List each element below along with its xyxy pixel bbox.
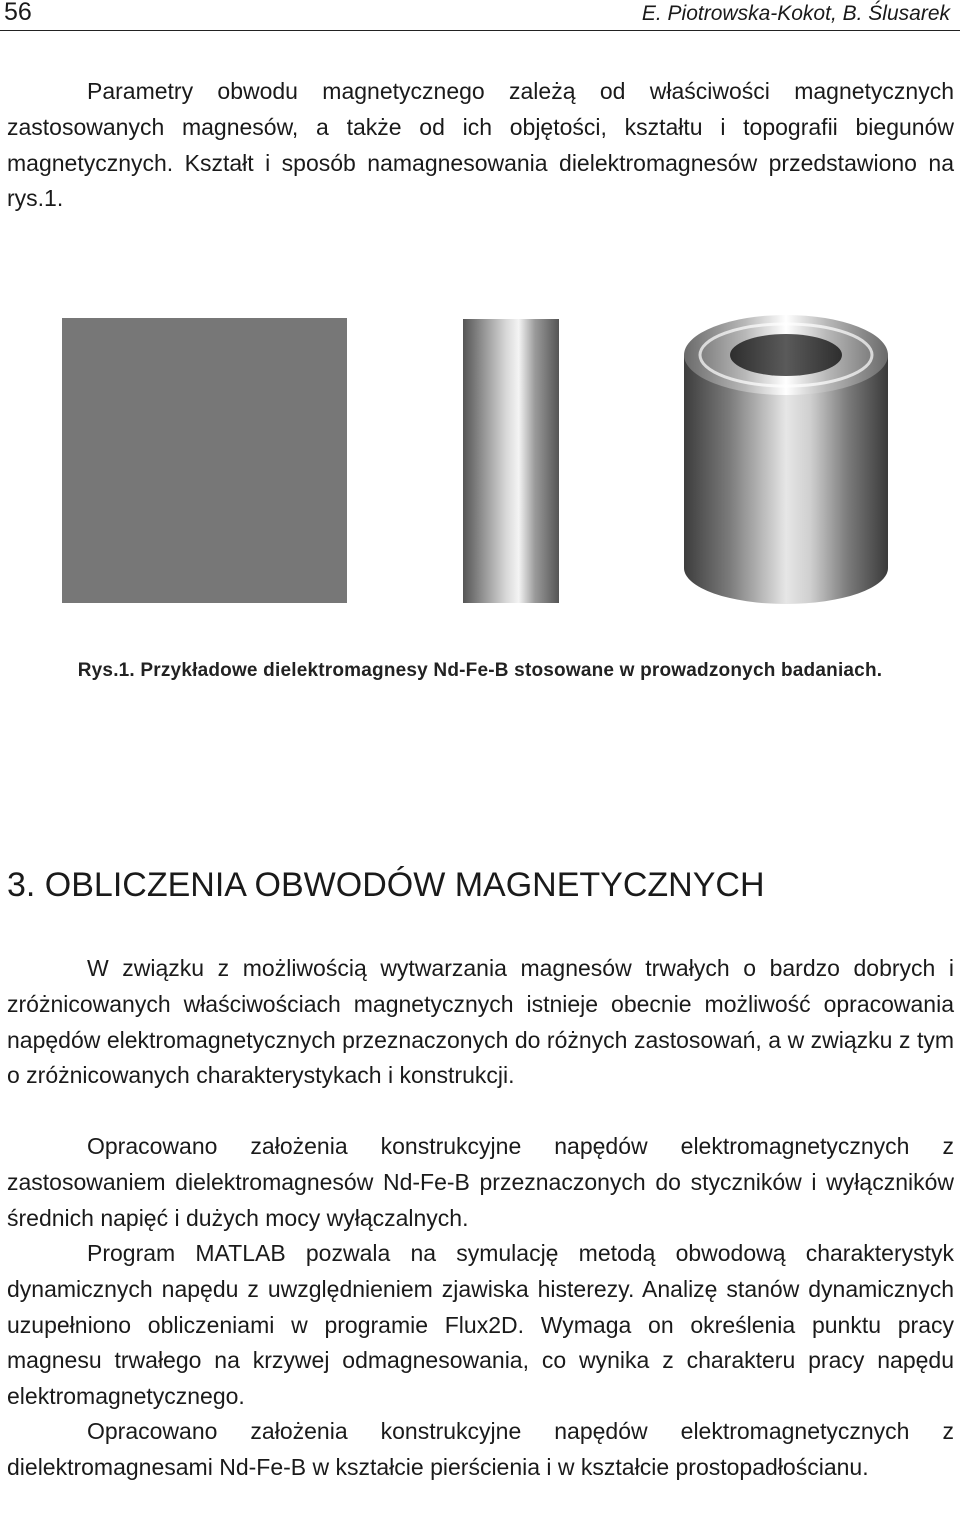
ring-magnet [684, 315, 888, 604]
figure-magnets [0, 300, 960, 620]
cuboid-magnet [62, 318, 347, 603]
section-heading: 3. OBLICZENIA OBWODÓW MAGNETYCZNYCH [7, 866, 765, 904]
page-number: 56 [4, 0, 32, 26]
section-paragraph-4: Opracowano założenia konstrukcyjne napędów elektromagnetycznych z dielektromagnesami Nd-Fe-B w kształcie pierścienia i w kształcie prostopadłościanu. [7, 1418, 954, 1480]
rod-magnet [463, 319, 559, 603]
figure-caption: Rys.1. Przykładowe dielektromagnesy Nd-Fe-B stosowane w prowadzonych badaniach. [77, 660, 883, 681]
section-paragraph-1: W związku z możliwością wytwarzania magnesów trwałych o bardzo dobrych i zróżnicowanych właściwościach magnetycznych istnieje obecnie możliwość opracowania napędów elektromagnetycznych przeznaczonych do różnych zastosowań, a w związku z tym o zróżnicowanych charakterystykach i konstrukcji. [7, 955, 954, 1089]
section-paragraph-2: Opracowano założenia konstrukcyjne napędów elektromagnetycznych z zastosowaniem dielektromagnesów Nd-Fe-B przeznaczonych do styczników i wyłączników średnich napięć i dużych mocy wyłączalnych. [7, 1133, 954, 1231]
page-header [0, 0, 960, 30]
section-paragraph-3: Program MATLAB pozwala na symulację metodą obwodową charakterystyk dynamicznych napędu z uwzględnieniem zjawiska histerezy. Analizę stanów dynamicznych uzupełniono obliczeniami w programie Flux2D. Wymaga on określenia punktu pracy magnesu trwałego na krzywej odmagnesowania, co wynika z charakteru pracy napędu elektromagnetycznego. [7, 1240, 954, 1410]
intro-paragraph: Parametry obwodu magnetycznego zależą od właściwości magnetycznych zastosowanych magnesów, a także od ich objętości, kształtu i topografii biegunów magnetycznych. Kształt i sposób namagnesowania dielektromagnesów przedstawiono na rys.1. [7, 78, 954, 212]
header-rule [0, 30, 960, 31]
running-head: E. Piotrowska-Kokot, B. Ślusarek [641, 2, 950, 25]
